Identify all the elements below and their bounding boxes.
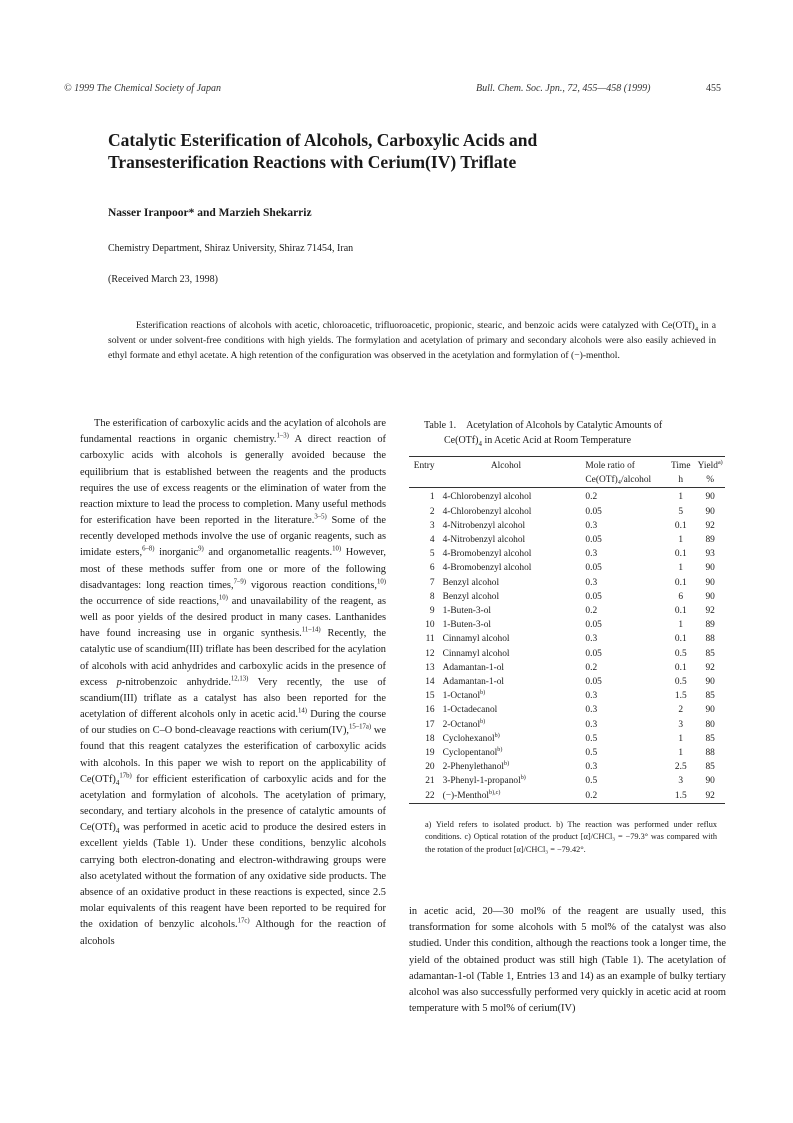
cell-footnote-mark: b) [520,775,526,782]
cell-time: 5 [678,506,684,517]
table-row [409,732,725,746]
cell-alcohol: Cyclohexanol$^{b)}$ [442,732,500,744]
cell-mole-ratio: 0.05 [585,677,602,688]
header-time-unit: h [666,473,695,488]
cell-yield: 88 [705,748,715,759]
title-line-1: Catalytic Esterification of Alcohols, Carboxylic Acids and [108,130,538,150]
cell-time: 1 [678,748,684,759]
cell-yield: 88 [705,634,715,645]
cell-yield: 92 [705,606,715,617]
body-paragraph-1: The esterification of carboxylic acids and the acylation of alcohols are fundamental reactions in organic chemistry.$^{1-3)}$ A direct reaction of carboxylic acids with alcohols is generally avoided because the equilibrium that is established between the reagents and the products requires the use of excess reagents or the elimination of water from the reaction mixture to lead the process to completion. Many useful methods for esterification have been reported in the literature.$^{3-5)}$ Some of the recently developed methods involve the use of organic reagents, such as imidate esters,$^{6-8)}$ inorganic$^{9)}$ and organometallic reagents.$^{10)}$ However, most of these methods suffer from one or more of the following disadvantages: long reaction times,$^{7-9)}$ vigorous reaction conditions,$^{10)}$ the occurrence of side reactions,$^{10)}$ and unavailability of the reagent, as well as poor yields of the desired product in many cases. Lanthanides have found increasing use in organic synthesis.$^{11-14)}$ Recently, the catalytic use of scandium(III) triflate has been described for the acylation of alcohols with acid anhydrides and carboxylic acids in the presence of excess p-nitrobenzoic anhydride.$^{12,13)}$ Very recently, the use of scandium(III) triflate as a catalyst has also been reported for the acetylation of different alcohols only in acetic acid.$^{14)}$ During the course of our studies on C–O bond-cleavage reactions with cerium(IV),$^{15-17a)}$ we found that this reagent catalyzes the esterification of carboxylic acids with alcohols. In this paper we wish to report on the applicability of $Ce(OTf)_4^{17b)}$ for efficient esterification of carboxylic acids and for the acetylation and formylation of alcohols. The acetylation of primary, secondary, and tertiary alcohols in the presence of catalytic amounts of $Ce(OTf)_4$ was performed in acetic acid to produce the desired esters in excellent yields (Table 1). Under these conditions, benzylic alcohols carrying both electron-donating and electron-withdrawing groups were also acetylated without the formation of any oxidative side products. The absence of an oxidative product in these reactions is expected, since 2.5 molar equivalents of this reagent have been reported to be required for the oxidation of benzylic alcohols.$^{17c)}$ Although for the reaction of alcohols [80,418,387,947]
header-time: Time [666,457,695,474]
table-row [409,632,725,646]
table-footnotes: a) Yield refers to isolated product. b) The reaction was performed under reflux conditions. c) Optical rotation of the product [α]/CHCl₃ = −79.3° was compared with the rotation of the product [α]/CHCl₃ = −79.42°. [425,820,717,854]
cell-entry: 13 [425,662,435,673]
cell-mole-ratio: 0.2 [585,492,598,503]
cell-footnote-mark: b) [497,746,503,753]
cell-alcohol: 2-Octanol$^{b)}$ [442,718,486,730]
cell-mole-ratio: 0.05 [585,620,602,631]
authors: Nasser Iranpoor* and Marzieh Shekarriz [108,207,312,219]
table-header-row [409,457,725,474]
cell-entry: 10 [425,620,435,631]
table-caption [424,418,716,448]
cell-yield: 90 [705,705,715,716]
cell-time: 0.1 [674,520,687,531]
article-title [108,129,688,173]
cell-footnote-mark: b) [480,690,486,697]
cell-mole-ratio: 0.3 [585,520,598,531]
cell-entry: 7 [429,577,435,588]
cell-yield: 90 [705,577,715,588]
cell-mole-ratio: 0.05 [585,591,602,602]
header-yield-unit: % [695,473,725,488]
cell-alcohol: 1-Octanol$^{b)}$ [442,690,486,702]
cell-entry: 9 [429,606,435,617]
cell-yield: 90 [705,563,715,574]
table-label: Table 1. [424,420,457,431]
cell-yield: 92 [705,662,715,673]
cell-yield: 85 [705,648,715,659]
cell-alcohol: Adamantan-1-ol [442,677,505,688]
cell-yield: 92 [705,520,715,531]
cell-mole-ratio: 0.2 [569,789,666,804]
cell-mole-ratio: 0.3 [585,577,598,588]
cell-alcohol: Adamantan-1-ol [442,662,505,673]
cell-yield: 90 [705,677,715,688]
abstract [108,318,716,364]
cell-alcohol: 3-Phenyl-1-propanol$^{b)}$ [442,775,526,787]
table-row [409,604,725,618]
cell-time: 0.5 [674,677,687,688]
cell-mole-ratio: 0.05 [585,506,602,517]
journal-citation: Bull. Chem. Soc. Jpn., 72, 455—458 (1999) [476,83,651,94]
cell-entry: 3 [429,520,435,531]
cell-alcohol: 1-Octadecanol [442,705,498,716]
cell-mole-ratio: 0.05 [585,648,602,659]
cell-mole-ratio: 0.3 [585,719,598,730]
cell-time: 1 [678,535,684,546]
cell-footnote-mark: b) [504,761,510,768]
cell-yield: 89 [705,620,715,631]
cell-entry: 14 [425,677,435,688]
cell-entry: 1 [429,492,435,503]
cell-alcohol: 4-Chlorobenzyl alcohol [442,492,532,503]
table-row [409,760,725,774]
table-row [409,561,725,575]
cell-entry: 20 [425,762,435,773]
abstract-part-1: Esterification reactions of alcohols with acetic, chloroacetic, trifluoroacetic, propionic, stearic, and benzoic acids were catalyzed with Ce(OTf) [136,320,695,331]
table-row [409,618,725,632]
cell-yield: 85 [705,762,715,773]
cell-entry: 18 [425,733,435,744]
header-alcohol: Alcohol [443,457,570,474]
cell-alcohol: 2-Phenylethanol$^{b)}$ [442,761,510,773]
cell-footnote-mark: b) [480,718,486,725]
cell-alcohol: 1-Buten-3-ol [442,620,492,631]
cell-entry: 17 [425,719,435,730]
cell-mole-ratio: 0.5 [585,776,598,787]
cell-alcohol: Cinnamyl alcohol [442,634,510,645]
cell-footnote-mark: b) [494,732,500,739]
cell-time: 3 [678,719,684,730]
cell-time: 0.1 [674,606,687,617]
table-row [409,689,725,703]
cell-time: 0.1 [674,549,687,560]
cell-time: 0.5 [674,648,687,659]
cell-time: 6 [678,591,684,602]
cell-mole-ratio: 0.3 [585,634,598,645]
header-mole-ratio-unit: Ce(OTf)₄/alcohol [569,473,666,488]
cell-alcohol: Cinnamyl alcohol [442,648,510,659]
table-row [409,533,725,547]
body-column-left [80,416,386,950]
cell-entry: 21 [425,776,435,787]
cell-entry: 12 [425,648,435,659]
received-date: (Received March 23, 1998) [108,274,218,285]
cell-yield: 90 [705,492,715,503]
cell-alcohol: 4-Chlorobenzyl alcohol [442,506,532,517]
cell-entry: 15 [425,691,435,702]
cell-time: 1 [678,563,684,574]
cell-alcohol: Benzyl alcohol [442,591,500,602]
cell-time: 1 [678,620,684,631]
header-yield: Yield$^{a)}$ [695,457,725,474]
cell-alcohol: 1-Buten-3-ol [442,606,492,617]
table-caption-line-1: Acetylation of Alcohols by Catalytic Amounts of [466,420,663,431]
cell-mole-ratio: 0.3 [585,549,598,560]
cell-mole-ratio: 0.3 [585,762,598,773]
table-caption-line-2: $Ce(OTf)_4$ in Acetic Acid at Room Temperature [444,435,632,448]
cell-yield: 93 [705,549,715,560]
cell-entry: 8 [429,591,435,602]
cell-yield: 85 [705,733,715,744]
table-subheader-row [409,473,725,488]
cell-yield: 90 [705,776,715,787]
abstract-subscript: 4 [694,325,699,333]
table-row [409,718,725,732]
table-row [409,647,725,661]
cell-entry: 11 [425,634,435,645]
cell-entry: 5 [429,549,435,560]
cell-mole-ratio: 0.2 [585,662,598,673]
cell-entry: 4 [429,535,435,546]
table-row [409,488,725,505]
cell-time: 1.5 [674,691,687,702]
cell-yield: 80 [705,719,715,730]
cell-yield: 85 [705,691,715,702]
header-entry: Entry [409,457,443,474]
cell-mole-ratio: 0.3 [585,705,598,716]
cell-time: 3 [678,776,684,787]
table-row [409,675,725,689]
cell-mole-ratio: 0.2 [585,606,598,617]
cell-entry: 16 [425,705,435,716]
body-paragraph-2: in acetic acid, 20—30 mol% of the reagent are usually used, this transformation for some alcohols with 5 mol% of the catalyst was also studied. Under this condition, although the reactions took a longer time, the yield of the obtained product was still high (Table 1). The acetylation of adamantan-1-ol (Table 1, Entries 13 and 14) as an example of bulky tertiary alcohol was also successfully performed very quickly in acetic acid at room temperature with 5 mol% of cerium(IV) [409,906,726,1015]
table-row [409,505,725,519]
cell-yield: 92 [695,789,725,804]
table-row [409,746,725,760]
cell-mole-ratio: 0.3 [585,691,598,702]
cell-time: 0.1 [674,577,687,588]
cell-mole-ratio: 0.5 [585,748,598,759]
cell-time: 1 [678,733,684,744]
cell-time: 0.1 [674,662,687,673]
cell-alcohol: (−)-Menthol$^{b),c)}$ [443,789,570,804]
header-mole-ratio: Mole ratio of [569,457,666,474]
cell-mole-ratio: 0.05 [585,535,602,546]
cell-alcohol: Cyclopentanol$^{b)}$ [442,746,503,759]
cell-alcohol: 4-Bromobenzyl alcohol [442,563,532,574]
cell-time: 2 [678,705,684,716]
cell-time: 1 [678,492,684,503]
cell-entry: 2 [429,506,435,517]
cell-time: 0.1 [674,634,687,645]
cell-time: 2.5 [674,762,687,773]
cell-mole-ratio: 0.05 [585,563,602,574]
cell-yield: 89 [705,535,715,546]
table-row [409,519,725,533]
abstract-part-2: in a solvent or under solvent-free conditions with high yields. The formylation and acetylation of primary and secondary alcohols were also easily achieved in ethyl formate and ethyl acetate. A high retention of the configuration was observed in the acetylation and formylation of (−)-menthol. [108,320,716,362]
table-row [409,774,725,788]
cell-mole-ratio: 0.5 [585,733,598,744]
cell-yield: 90 [705,591,715,602]
copyright-notice: © 1999 The Chemical Society of Japan [64,83,222,94]
table-row [409,547,725,561]
cell-alcohol: 4-Nitrobenzyl alcohol [442,520,526,531]
page-number: 455 [706,83,721,94]
table-row [409,789,725,804]
table-row [409,576,725,590]
cell-alcohol: Benzyl alcohol [442,577,500,588]
affiliation: Chemistry Department, Shiraz University, Shiraz 71454, Iran [108,243,354,254]
cell-time: 1.5 [666,789,695,804]
cell-footnote-mark: b),c) [489,789,501,796]
results-table [409,456,725,804]
cell-alcohol: 4-Bromobenzyl alcohol [442,549,532,560]
table-row [409,703,725,717]
table-body [409,488,725,803]
table-row [409,590,725,604]
cell-entry: 6 [429,563,435,574]
cell-alcohol: 4-Nitrobenzyl alcohol [442,535,526,546]
title-line-2: Transesterification Reactions with Cerium(IV) Triflate [108,152,517,172]
cell-yield: 90 [705,506,715,517]
cell-entry: 19 [425,748,435,759]
cell-entry: 22 [409,789,443,804]
table-row [409,661,725,675]
body-column-right [409,904,726,1017]
